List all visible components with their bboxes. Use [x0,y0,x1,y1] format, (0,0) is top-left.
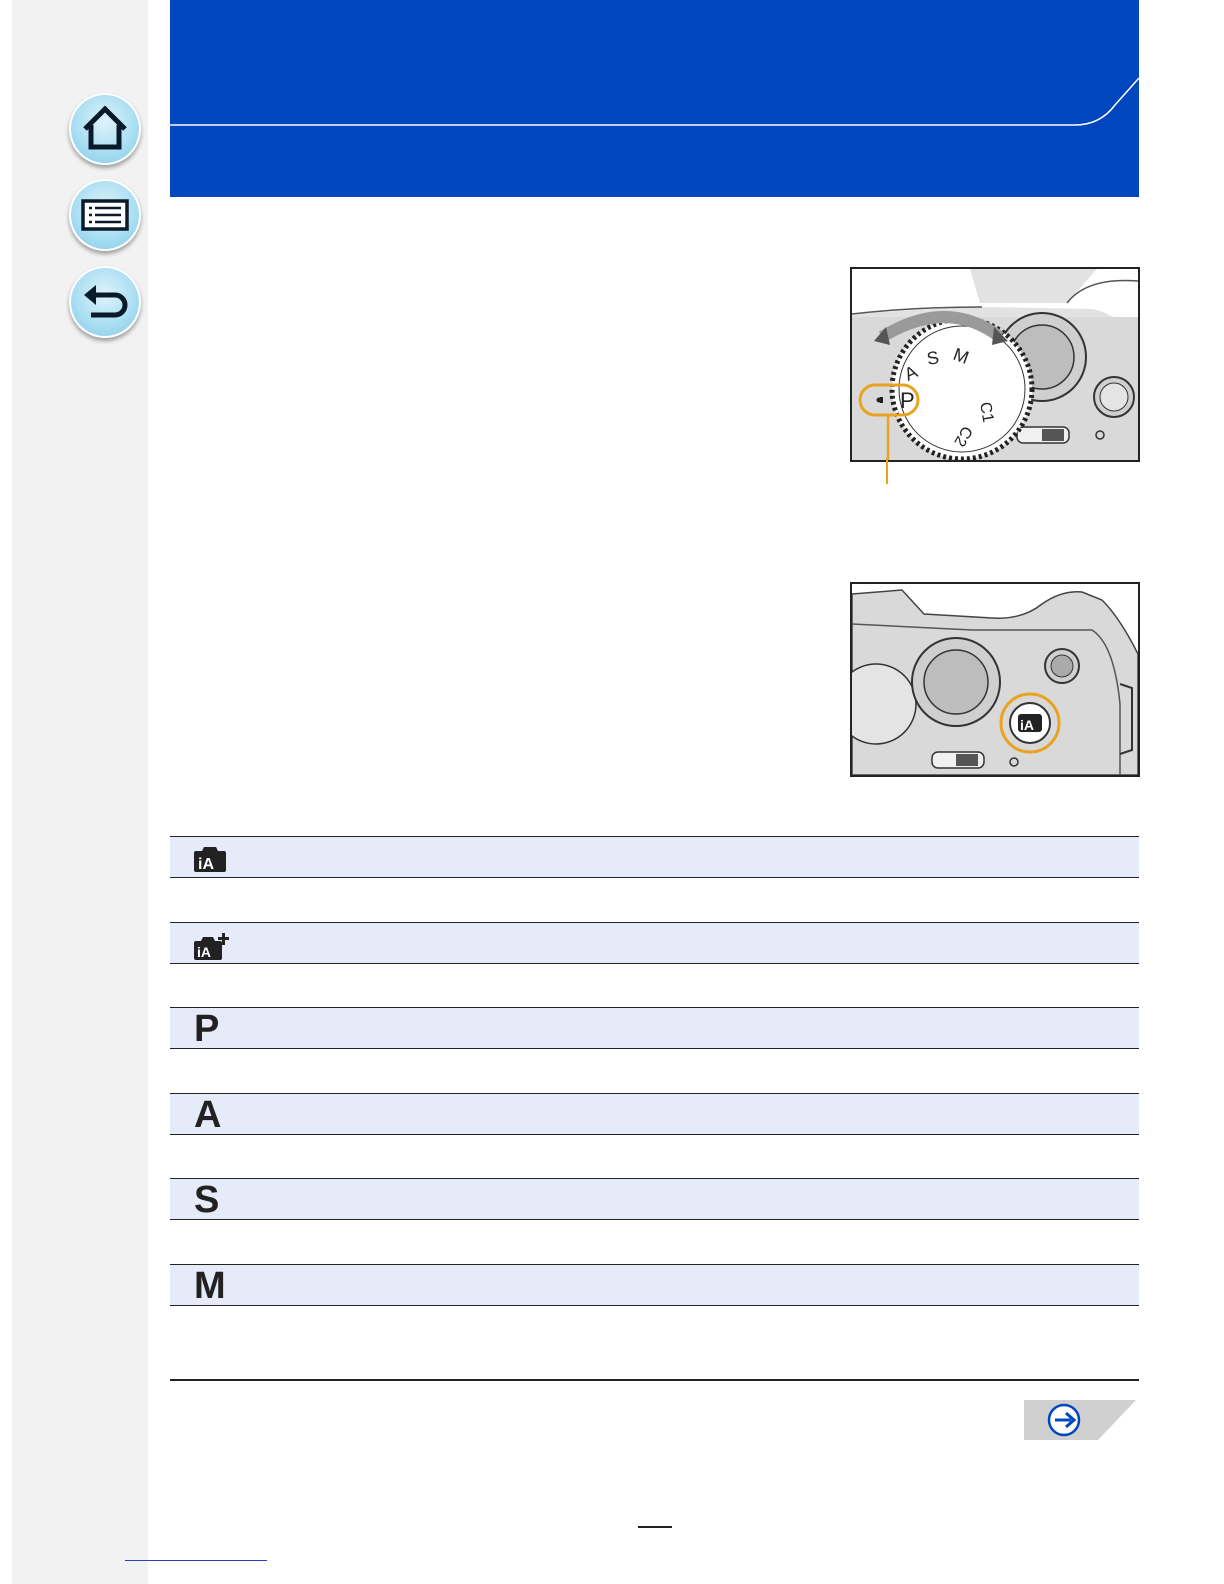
svg-text:iA: iA [198,856,214,873]
intelligent-auto-icon [192,845,228,873]
mode-dial-illustration [850,267,1140,462]
dial-label-p: P [900,388,915,413]
return-arrow-icon [69,266,141,338]
mode-row-intelligent-auto-plus [170,922,1139,964]
dial-label-a: A [901,361,921,385]
list-icon [69,179,141,251]
footer-link[interactable] [125,1560,267,1561]
home-icon [69,93,141,165]
mode-label-p: P [194,1008,220,1050]
next-page-button[interactable] [1024,1400,1136,1440]
mode-row-intelligent-auto [170,836,1139,878]
mode-row-program-ae [170,1007,1139,1049]
dial-label-c1: C1 [976,400,997,424]
mode-label-s: S [194,1179,220,1221]
dial-label-c2: C2 [950,423,976,450]
home-button[interactable] [69,93,141,165]
mode-label-m: M [194,1265,226,1307]
mode-row-manual-exposure [170,1264,1139,1306]
dial-label-s: S [925,347,941,369]
mode-row-shutter-priority [170,1178,1139,1220]
mode-label-a: A [194,1094,222,1136]
intelligent-auto-plus-icon [192,931,232,961]
ia-button-illustration [850,582,1140,777]
back-button[interactable] [69,266,141,338]
svg-text:iA: iA [197,944,211,960]
next-page-arrow-icon [1024,1400,1136,1440]
mode-row-aperture-priority [170,1093,1139,1135]
dial-pointer-line [886,458,888,484]
ia-button-label: iA [1020,717,1034,733]
table-end-rule [170,1379,1139,1381]
page-number [638,1504,672,1528]
dial-label-m: M [950,343,972,368]
page-header-banner [170,0,1139,197]
contents-button[interactable] [69,179,141,251]
